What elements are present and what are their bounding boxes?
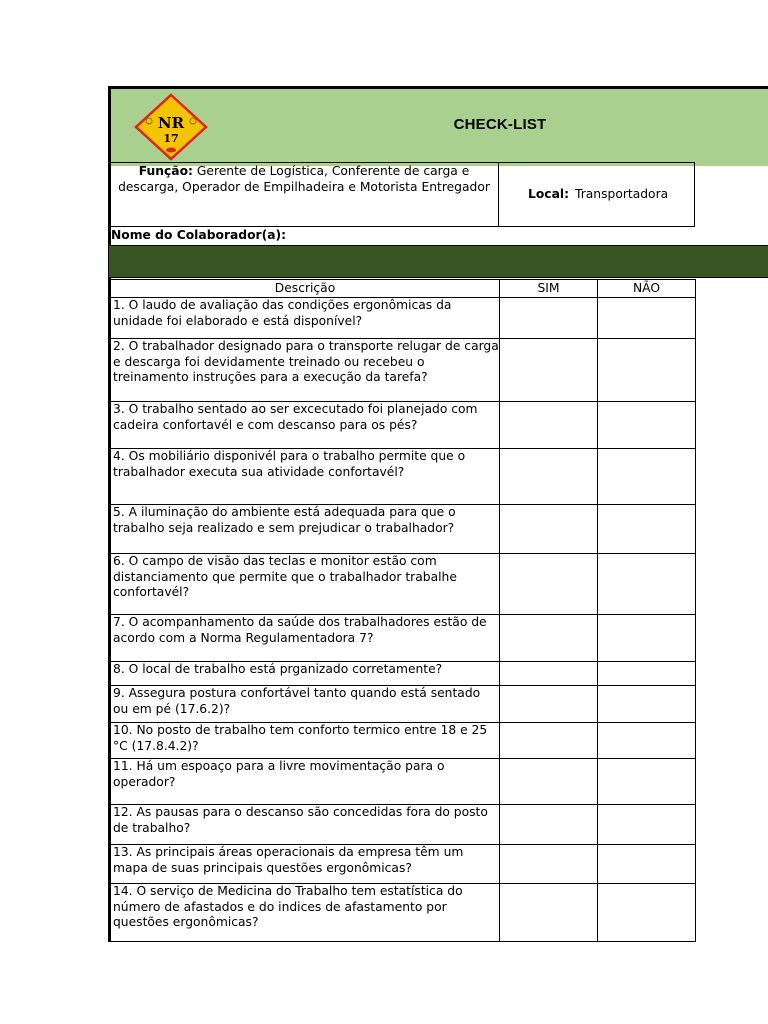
table-row xyxy=(111,449,696,505)
sim-cell[interactable] xyxy=(500,686,598,723)
header-sim: SIM xyxy=(500,280,598,298)
dark-band xyxy=(109,245,768,278)
nao-cell[interactable] xyxy=(598,449,696,505)
question-text: 10. No posto de trabalho tem conforto termico entre 18 e 25 °C (17.8.4.2)? xyxy=(111,723,500,759)
table-row xyxy=(111,615,696,662)
nao-cell[interactable] xyxy=(598,884,696,942)
table-row xyxy=(111,505,696,554)
question-text: 12. As pausas para o descanso são concedidas fora do posto de trabalho? xyxy=(111,805,500,845)
question-text: 5. A iluminação do ambiente está adequada para que o trabalho seja realizado e sem prejudicar o trabalhador? xyxy=(111,505,500,554)
question-text: 8. O local de trabalho está prganizado corretamente? xyxy=(111,662,500,686)
sim-cell[interactable] xyxy=(500,554,598,615)
question-text: 7. O acompanhamento da saúde dos trabalhadores estão de acordo com a Norma Regulamentadora 7? xyxy=(111,615,500,662)
sim-cell[interactable] xyxy=(500,339,598,402)
nao-cell[interactable] xyxy=(598,805,696,845)
table-row xyxy=(111,662,696,686)
table-row xyxy=(111,723,696,759)
question-text: 9. Assegura postura confortável tanto quando está sentado ou em pé (17.6.2)? xyxy=(111,686,500,723)
nao-cell[interactable] xyxy=(598,402,696,449)
sim-cell[interactable] xyxy=(500,505,598,554)
question-text: 1. O laudo de avaliação das condições ergonômicas da unidade foi elaborado e está disponível? xyxy=(111,298,500,339)
nao-cell[interactable] xyxy=(598,759,696,805)
question-text: 14. O serviço de Medicina do Trabalho tem estatística do número de afastados e do indices de afastamento por questões ergonômicas? xyxy=(111,884,500,942)
nao-cell[interactable] xyxy=(598,845,696,884)
nao-cell[interactable] xyxy=(598,298,696,339)
sim-cell[interactable] xyxy=(500,723,598,759)
logo-number: 17 xyxy=(163,132,179,145)
table-row xyxy=(111,402,696,449)
local-label: Local: xyxy=(528,187,570,201)
question-text: 6. O campo de visão das teclas e monitor estão com distanciamento que permite que o trabalhador trabalhe confortavél? xyxy=(111,554,500,615)
colaborador-label: Nome do Colaborador(a): xyxy=(111,228,287,242)
header-descricao: Descrição xyxy=(111,280,500,298)
nao-cell[interactable] xyxy=(598,554,696,615)
question-text: 4. Os mobiliário disponivél para o trabalho permite que o trabalhador executa sua atividade confortavél? xyxy=(111,449,500,505)
sim-cell[interactable] xyxy=(500,449,598,505)
table-row xyxy=(111,339,696,402)
funcao-label: Função: xyxy=(138,164,193,178)
table-row xyxy=(111,686,696,723)
nr17-logo xyxy=(134,93,208,161)
sim-cell[interactable] xyxy=(500,615,598,662)
table-row xyxy=(111,884,696,942)
question-text: 3. O trabalho sentado ao ser excecutado foi planejado com cadeira confortavél e com descanso para os pés? xyxy=(111,402,500,449)
table-row xyxy=(111,805,696,845)
nao-cell[interactable] xyxy=(598,505,696,554)
local-value: Transportadora xyxy=(575,187,669,201)
table-row xyxy=(111,554,696,615)
local-cell xyxy=(528,187,668,201)
page-title: CHECK-LIST xyxy=(453,116,547,133)
nao-cell[interactable] xyxy=(598,615,696,662)
sim-cell[interactable] xyxy=(500,402,598,449)
checklist-table xyxy=(110,279,696,942)
table-row xyxy=(111,845,696,884)
sim-cell[interactable] xyxy=(500,805,598,845)
funcao-value: Gerente de Logística, Conferente de carga e descarga, Operador de Empilhadeira e Motorista Entregador xyxy=(118,164,490,194)
nao-cell[interactable] xyxy=(598,723,696,759)
question-text: 2. O trabalhador designado para o transporte relugar de carga e descarga foi devidamente treinado ou recebeu o treinamento instruções para a execução da tarefa? xyxy=(111,339,500,402)
question-text: 13. As principais áreas operacionais da empresa têm um mapa de suas principais questões ergonômicas? xyxy=(111,845,500,884)
sim-cell[interactable] xyxy=(500,662,598,686)
table-row xyxy=(111,759,696,805)
sim-cell[interactable] xyxy=(500,884,598,942)
sim-cell[interactable] xyxy=(500,298,598,339)
sim-cell[interactable] xyxy=(500,759,598,805)
nao-cell[interactable] xyxy=(598,686,696,723)
question-text: 11. Há um espoaço para a livre movimentação para o operador? xyxy=(111,759,500,805)
logo-text: NR xyxy=(157,114,185,132)
info-row xyxy=(110,162,695,227)
table-row xyxy=(111,298,696,339)
funcao-cell xyxy=(110,163,499,226)
nao-cell[interactable] xyxy=(598,339,696,402)
header-nao: NÃO xyxy=(598,280,696,298)
sim-cell[interactable] xyxy=(500,845,598,884)
nao-cell[interactable] xyxy=(598,662,696,686)
table-header-row xyxy=(111,280,696,298)
